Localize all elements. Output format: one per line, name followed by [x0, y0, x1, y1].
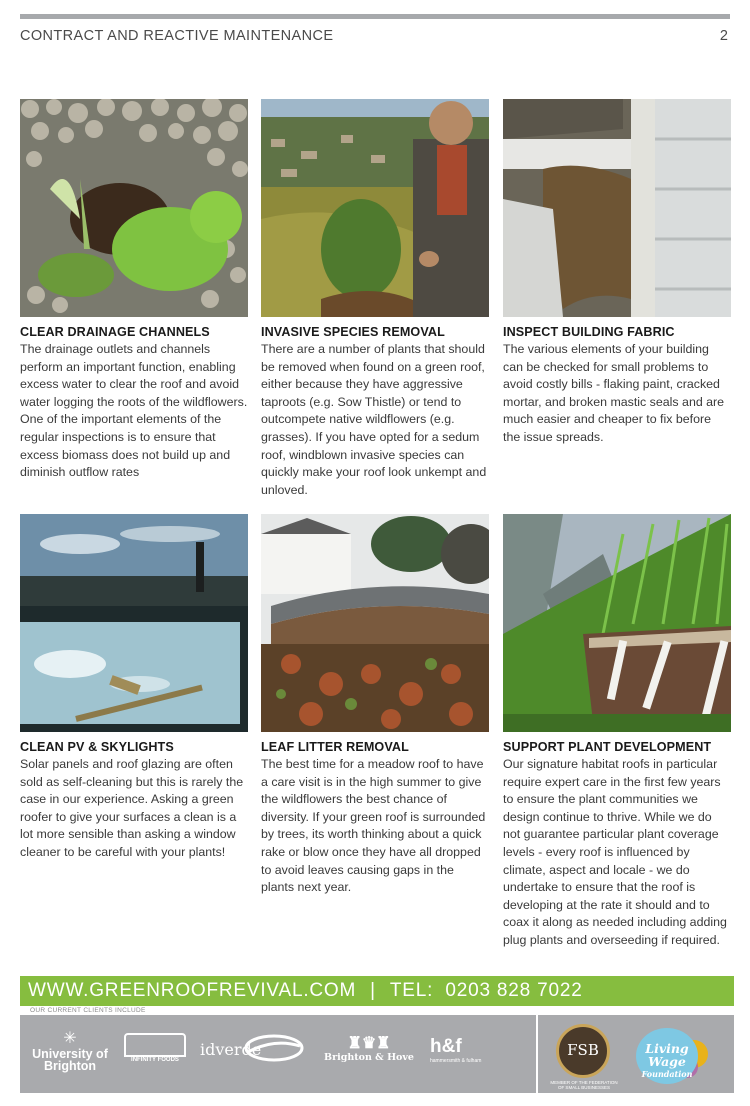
- card-heading: LEAF LITTER REMOVAL: [261, 740, 409, 754]
- infinity-foods-emblem-icon: [124, 1033, 186, 1057]
- living-wage-logo: [636, 1028, 698, 1084]
- card-heading: CLEAR DRAINAGE CHANNELS: [20, 325, 210, 339]
- invasive-species-photo: [261, 99, 489, 317]
- card-heading: INVASIVE SPECIES REMOVAL: [261, 325, 445, 339]
- card-body: Solar panels and roof glazing are often sold as self-cleaning but this is rarely the case in our experience. Asking a green roofer to give your surfaces a clean is a lot more sensible than asking a window cleaner to be careful with your plants!: [20, 757, 244, 859]
- card-body: The various elements of your building can be checked for small problems to avoid costly bills - flaking paint, cracked mortar, and broken mastic seals and are much easier and cheaper to fix before the issue spreads.: [503, 342, 725, 444]
- contact-bar: [20, 976, 734, 1006]
- infinity-foods-text: INFINITY FOODS: [131, 1057, 179, 1063]
- page-title: CONTRACT AND REACTIVE MAINTENANCE: [20, 28, 334, 44]
- card-body: There are a number of plants that should be removed when found on a green roof, either because they have aggressive taproots (e.g. Sow Thistle) or tend to outcompete native wildflowers (e.g. grasses). If you have opted for a sedum roof, windblown invasive species can quickly make your roof look unkempt and unloved.: [261, 342, 487, 497]
- building-fabric-photo: [503, 99, 731, 317]
- card-invasive-species: [261, 99, 489, 499]
- card-body: Our signature habitat roofs in particular require expert care in the first few years to ensure the plant communities we design continue to thrive. While we do not guarantee particular plant coverage levels - every roof is influenced by climate, aspect and locale - we do undertake to ensure that the roof is developing at the rate it should and to coax it along as needed including adding plug plants and overseeding if required.: [503, 757, 727, 947]
- card-clean-pv: [20, 514, 248, 862]
- brighton-hove-logo: [324, 1034, 414, 1063]
- card-heading: CLEAN PV & SKYLIGHTS: [20, 740, 174, 754]
- clients-divider: [536, 1015, 538, 1093]
- living-wage-text: Living Wage: [645, 1041, 689, 1069]
- uob-emblem-icon: ✳: [63, 1030, 77, 1047]
- pavilion-icon: ♜♛♜: [347, 1033, 391, 1052]
- contact-separator: |: [370, 980, 376, 1001]
- plant-development-photo: [503, 514, 731, 732]
- page-number: 2: [719, 28, 728, 44]
- tel-label: TEL:: [389, 980, 434, 1001]
- fsb-caption: MEMBER OF THE FEDERATION OF SMALL BUSINESSES: [550, 1080, 618, 1090]
- card-heading: INSPECT BUILDING FABRIC: [503, 325, 675, 339]
- hammersmith-fulham-logo: [430, 1036, 520, 1064]
- hf-subtext: hammersmith & fulham: [430, 1058, 482, 1064]
- clients-label: OUR CURRENT CLIENTS INCLUDE: [30, 1007, 146, 1014]
- uob-logo-text: University of Brighton: [32, 1047, 108, 1073]
- infinity-foods-logo: [124, 1033, 186, 1063]
- top-rule: [20, 14, 730, 19]
- phone-number[interactable]: 0203 828 7022: [445, 980, 583, 1001]
- idverde-logo: [200, 1040, 310, 1059]
- card-building-fabric: [503, 99, 731, 447]
- card-leaf-litter: [261, 514, 489, 897]
- idverde-text: idverde: [200, 1040, 262, 1059]
- living-wage-subtext: Foundation: [641, 1069, 693, 1079]
- hf-text: h&f: [430, 1036, 462, 1057]
- website-link[interactable]: WWW.GREENROOFREVIVAL.COM: [28, 980, 357, 1001]
- card-plant-development: [503, 514, 731, 950]
- leaf-litter-photo: [261, 514, 489, 732]
- idverde-leaf-icon: [244, 1034, 304, 1062]
- card-clear-drainage: [20, 99, 248, 482]
- drainage-photo: [20, 99, 248, 317]
- card-body: The drainage outlets and channels perform an important function, enabling excess water to clear the roof and avoid water logging the roots of the wildflowers. One of the important elements of the regular inspections is to ensure that excess biomass does not build up and diminish outflow rates: [20, 342, 248, 480]
- card-heading: SUPPORT PLANT DEVELOPMENT: [503, 740, 712, 754]
- card-body: The best time for a meadow roof to have a care visit is in the high summer to give the wildflowers the best chance of diversity. If your green roof is surrounded by trees, its worth thinking about a quick rake or blow once they have all dropped to avoid leaves causing gaps in the plants next year.: [261, 757, 486, 895]
- university-of-brighton-logo: [30, 1030, 110, 1072]
- fsb-badge: FSB: [556, 1024, 610, 1078]
- brighton-hove-text: Brighton & Hove: [324, 1052, 414, 1063]
- skylight-photo: [20, 514, 248, 732]
